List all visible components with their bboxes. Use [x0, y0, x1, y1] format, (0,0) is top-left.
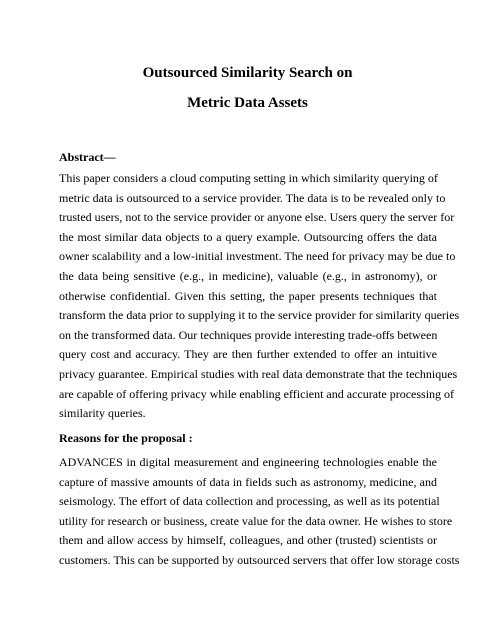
reasons-line: utility for research or business, create value for the data owner. He wishes to store	[59, 513, 453, 528]
reasons-paragraph	[59, 455, 460, 573]
paper-title-line-2: Metric Data Assets	[187, 95, 308, 111]
reasons-line: customers. This can be supported by outsourced servers that offer low storage costs	[59, 552, 460, 567]
abstract-line: are capable of offering privacy while enabling efficient and accurate processing of	[59, 386, 455, 401]
abstract-heading: Abstract—	[59, 150, 116, 164]
abstract-line: metric data is outsourced to a service provider. The data is to be revealed only to	[59, 190, 446, 205]
abstract-line: trusted users, not to the service provider or anyone else. Users query the server for	[59, 210, 455, 225]
abstract-line: otherwise confidential. Given this setting, the paper presents techniques that	[59, 288, 437, 303]
reasons-line: capture of massive amounts of data in fields such as astronomy, medicine, and	[59, 474, 437, 489]
abstract-line: the most similar data objects to a query example. Outsourcing offers the data	[59, 229, 437, 244]
abstract-line: query cost and accuracy. They are then further extended to offer an intuitive	[59, 347, 437, 362]
abstract-line: owner scalability and a low-initial investment. The need for privacy may be due to	[59, 249, 456, 264]
abstract-line: transform the data prior to supplying it to the service provider for similarity queries	[59, 308, 460, 323]
abstract-paragraph	[59, 171, 460, 426]
abstract-line: privacy guarantee. Empirical studies with real data demonstrate that the techniques	[59, 366, 458, 381]
reasons-heading: Reasons for the proposal :	[59, 431, 193, 445]
reasons-line: seismology. The effort of data collection and processing, as well as its potential	[59, 494, 440, 509]
reasons-line: ADVANCES in digital measurement and engineering technologies enable the	[59, 455, 437, 469]
abstract-line: similarity queries.	[59, 406, 146, 421]
abstract-line: on the transformed data. Our techniques provide interesting trade-offs between	[59, 327, 438, 342]
reasons-line: them and allow access by himself, colleagues, and other (trusted) scientists or	[59, 533, 437, 548]
abstract-line: the data being sensitive (e.g., in medicine), valuable (e.g., in astronomy), or	[59, 268, 437, 283]
paper-title-line-1: Outsourced Similarity Search on	[142, 65, 353, 81]
abstract-line: This paper considers a cloud computing setting in which similarity querying of	[59, 171, 438, 185]
